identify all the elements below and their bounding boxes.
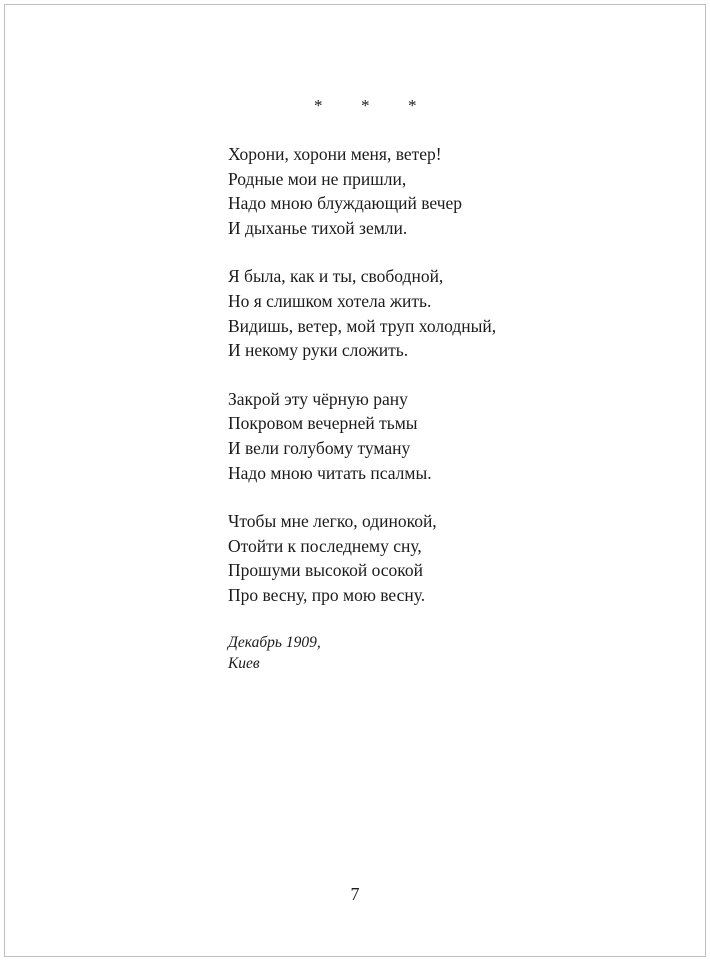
poem-line: Видишь, ветер, мой труп холодный, — [228, 315, 497, 336]
dateline-date: Декабрь 1909, — [228, 633, 321, 651]
poem-line: И дыханье тихой земли. — [228, 217, 408, 238]
poem-stanza — [228, 142, 648, 240]
poem-line: Покровом вечерней тьмы — [228, 413, 418, 434]
section-ornament: * * * — [314, 96, 427, 115]
page-number: 7 — [350, 884, 360, 904]
poem-line: Я была, как и ты, свободной, — [228, 266, 444, 287]
poem-stanza — [228, 264, 648, 362]
poem-line: Надо мною читать псалмы. — [228, 462, 432, 483]
poem-stanza — [228, 509, 648, 607]
poem-line: Хорони, хорони меня, ветер! — [228, 144, 442, 164]
poem-stanza — [228, 387, 648, 485]
poem-line: Про весну, про мою весну. — [228, 584, 426, 605]
poem-line: И вели голубому туману — [228, 437, 411, 458]
poem-line: Отойти к последнему сну, — [228, 535, 422, 556]
poem-line: И некому руки сложить. — [228, 340, 409, 361]
poem-line: Прошуми высокой осокой — [228, 560, 424, 581]
poem-dateline — [228, 632, 648, 674]
poem-body — [228, 96, 648, 674]
poem-line: Закрой эту чёрную рану — [228, 388, 408, 409]
poem-line: Родные мои не пришли, — [228, 168, 407, 189]
poem-line: Но я слишком хотела жить. — [228, 290, 432, 311]
dateline-place: Киев — [228, 654, 260, 672]
poem-line: Чтобы мне легко, одинокой, — [228, 511, 437, 532]
poem-line: Надо мною блуждающий вечер — [228, 193, 463, 214]
